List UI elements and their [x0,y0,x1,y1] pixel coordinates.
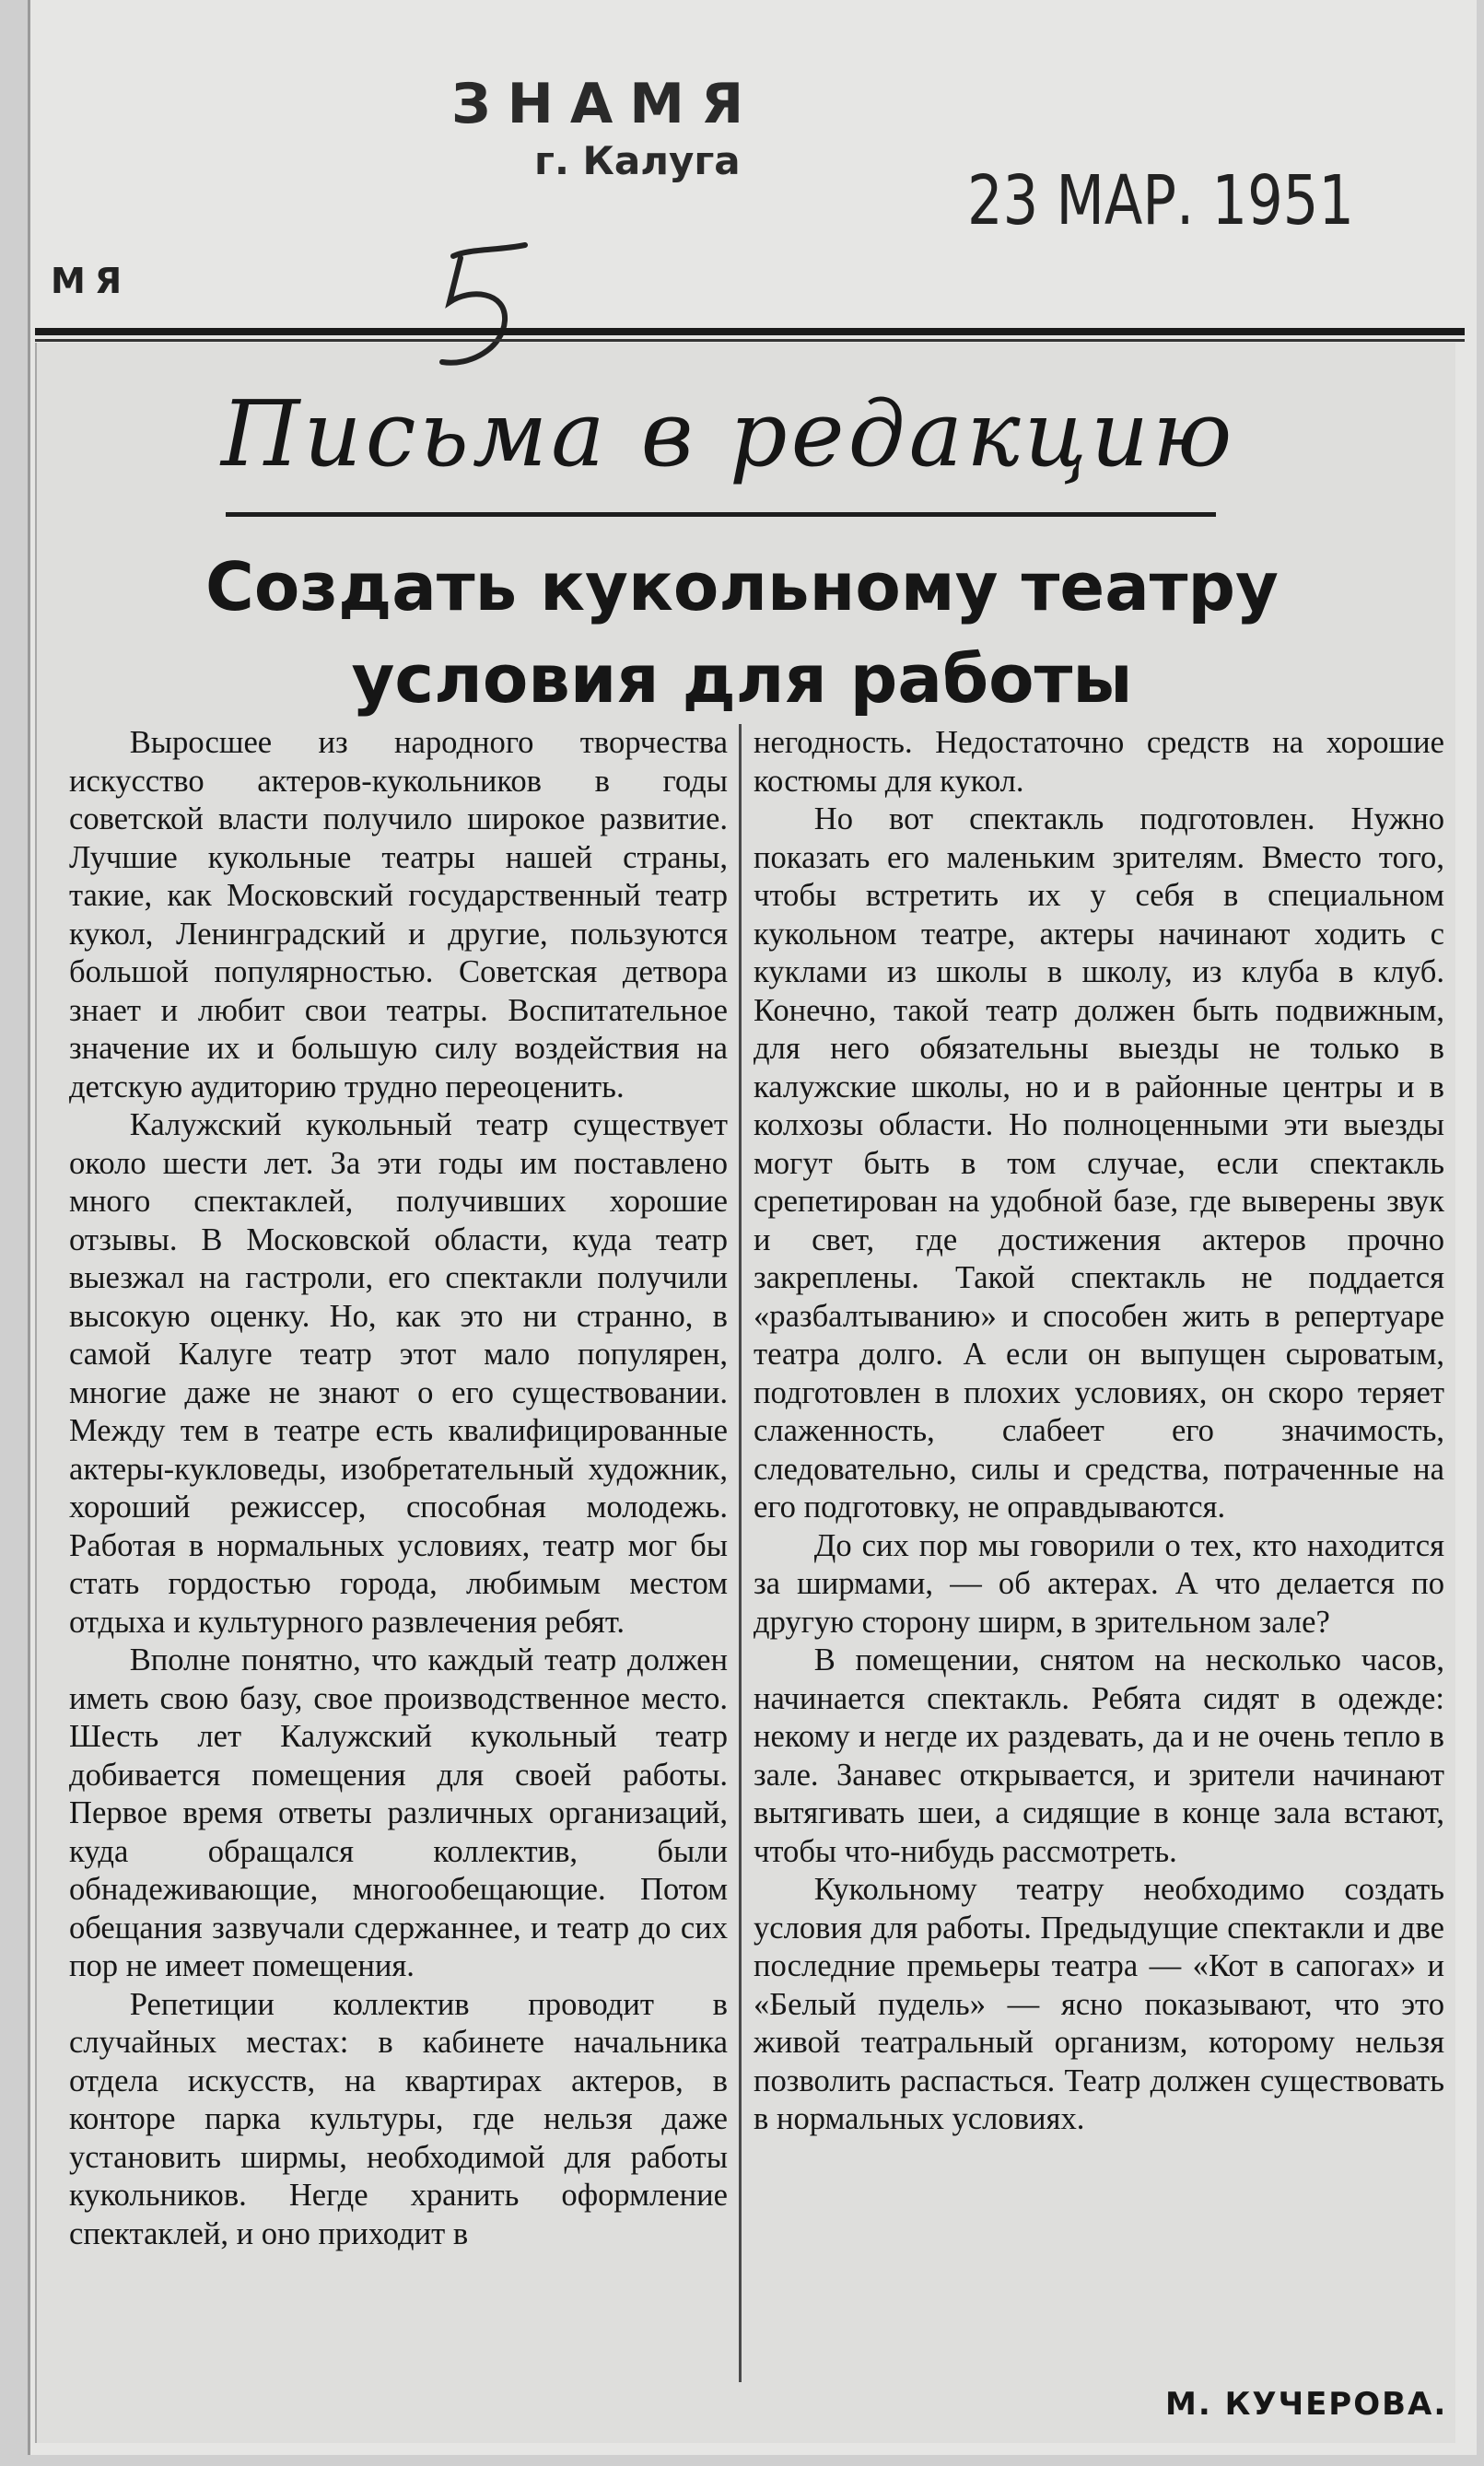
article-title-line-1: Создать кукольному театру [204,548,1279,625]
article-left-column [69,724,728,2253]
handwritten-number-mark [433,238,553,376]
masthead-rule [35,328,1465,335]
stamp-date: 23 МАР. 1951 [967,161,1354,240]
paragraph: Выросшее из народного творчества искусство актеров-кукольников в годы советской власти получило широкое развитие. Лучшие кукольные театры нашей страны, такие, как Московский государственный театр кукол, Ленинградский и другие, пользуются большой популярностью. Советская детвора знает и любит свои театры. Воспитательное значение их и большую силу воздействия на детскую аудиторию трудно переоценить. [69,725,728,1104]
paragraph: Калужский кукольный театр существует около шести лет. За эти годы им поставлено много спектаклей, получивших хорошие отзывы. В Московской области, куда театр выезжал на гастроли, его спектакли получили высокую оценку. Но, как это ни странно, в самой Калуге театр этот мало популярен, многие даже не знают о его существовании. Между тем в театре есть квалифицированные актеры-кукловеды, изобретательный художник, хороший режиссер, способная молодежь. Работая в нормальных условиях, театр мог бы стать гордостью города, любимым местом отдыха и культурного развлечения ребят. [69,1107,728,1640]
author-signature: М. КУЧЕРОВА. [1165,2386,1448,2423]
masthead-rule-thin [35,339,1465,342]
paragraph: Кукольному театру необходимо создать условия для работы. Предыдущие спектакли и две последние премьеры театра — «Кот в сапогах» и «Белый пудель» — ясно показывают, что это живой театральный организм, которому нельзя позволить распасться. Театр должен существовать в нормальных условиях. [754,1872,1444,2136]
section-heading-underline [226,512,1216,517]
column-divider [739,724,742,2382]
paragraph: В помещении, снятом на несколько часов, начинается спектакль. Ребята сидят в одежде: некому и негде их раздевать, да и не очень тепло в зале. Занавес открывается, и зрители начинают вытягивать шеи, а сидящие в конце зала встают, чтобы что-нибудь рассмотреть. [754,1642,1444,1869]
paragraph-continuation: негодность. Недостаточно средств на хорошие костюмы для кукол. [754,725,1444,799]
stamp-city: г. Калуга [534,138,741,183]
paragraph: До сих пор мы говорили о тех, кто находится за ширмами, — об актерах. А что делается по другую сторону ширм, в зрительном зале? [754,1527,1444,1640]
stamp-newspaper-name: ЗНАМЯ [451,72,761,136]
article-title-line-2: условия для работы [351,640,1133,718]
paragraph: Но вот спектакль подготовлен. Нужно показать его маленьким зрителям. Вместо того, чтобы встретить их у себя в специальном кукольном театре, актеры начинают ходить с куклами из школы в школу, из клуба в клуб. Конечно, такой театр должен быть подвижным, для него обязательны выезды не только в калужские школы, но и в районные центры и в колхозы области. Но полноценными эти выезды могут быть в том случае, если спектакль срепетирован на удобной базе, где выверены звук и свет, где достижения актеров прочно закреплены. Такой спектакль не поддается «разбалтыванию» и способен жить в репертуаре театра долго. А если он выпущен сыроватым, подготовлен в плохих условиях, он скоро теряет слаженность, слабеет его значимость, следовательно, силы и средства, потраченные на его подготовку, не оправдываются. [754,801,1444,1525]
section-heading: Письма в редакцию [221,382,1236,487]
paragraph: Репетиции коллектив проводит в случайных местах: в кабинете начальника отдела искусств, на квартирах актеров, в конторе парка культуры, где нельзя даже установить ширмы, необходимой для работы кукольников. Негде хранить оформление спектаклей, и оно приходит в [69,1986,728,2251]
article-right-column [754,724,1444,2139]
paragraph: Вполне понятно, что каждый театр должен иметь свою базу, свое производственное место. Шесть лет Калужский кукольный театр добивается помещения для своей работы. Первое время ответы различных организаций, куда обращался коллектив, были обнадеживающие, многообещающие. Потом обещания зазвучали сдержаннее, и театр до сих пор не имеет помещения. [69,1642,728,1983]
paper-code: МЯ [51,261,132,301]
